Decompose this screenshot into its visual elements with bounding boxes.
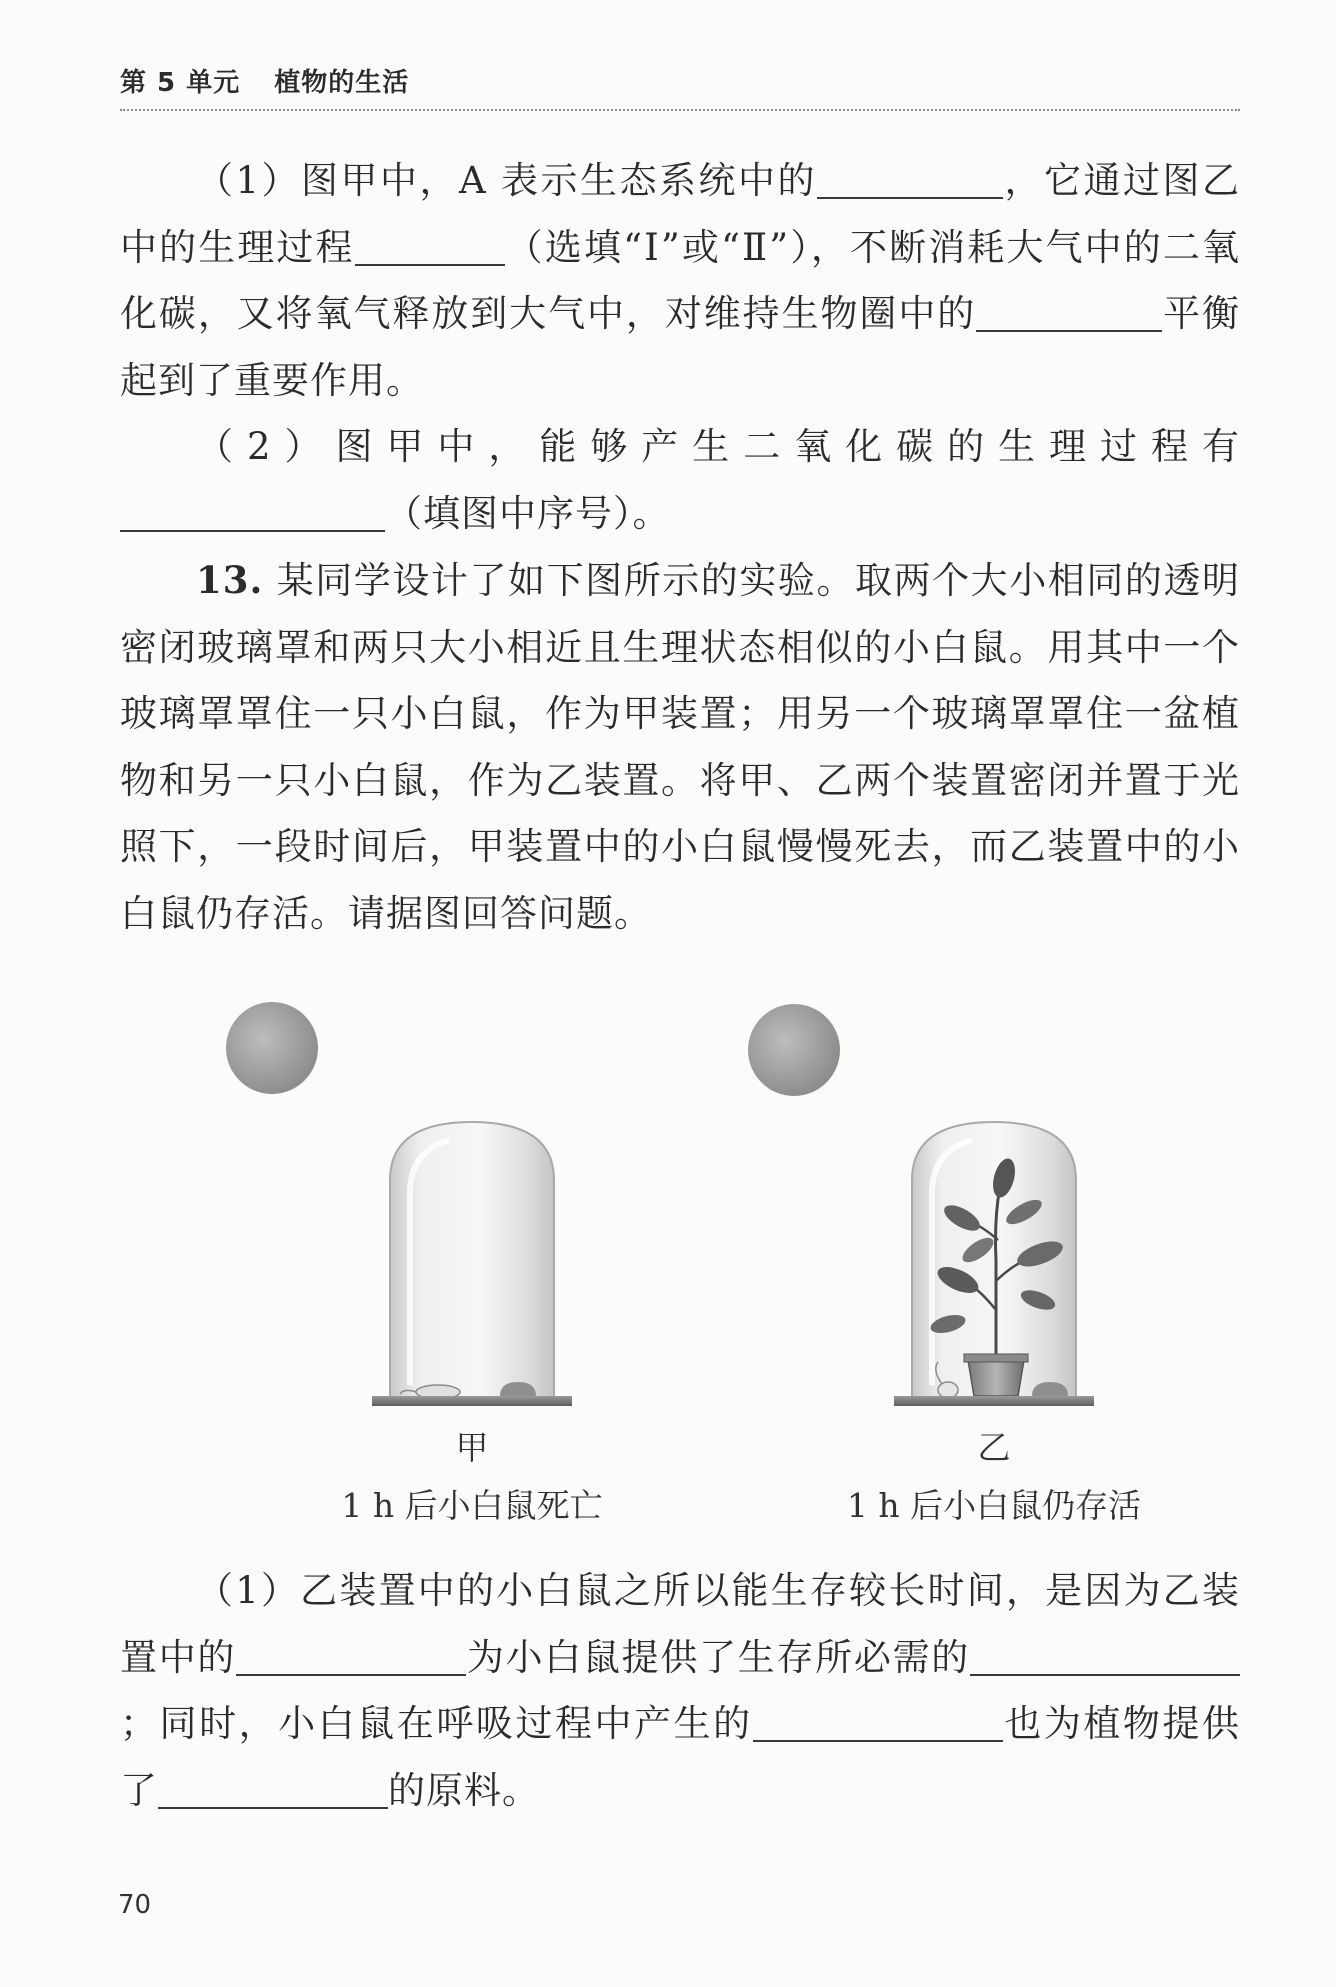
q13-text: 某同学设计了如下图所示的实验。取两个大小相同的透明密闭玻璃罩和两只大小相近且生理状态相似的小白鼠。用其中一个玻璃罩罩住一只小白鼠，作为甲装置；用另一个玻璃罩罩住一盆植物和另一只小白鼠，作为乙装置。将甲、乙两个装置密闭并置于光照下，一段时间后，甲装置中的小白鼠慢慢死去，而乙装置中的小白鼠仍存活。请据图回答问题。 — [120, 559, 1241, 935]
jar-base — [372, 1396, 572, 1406]
q13-1-text-c: ；同时，小白鼠在呼吸过程中产生的 — [120, 1702, 753, 1745]
q13-1-text-d: 也为植物提供了 — [120, 1702, 1241, 1812]
mouse-icon — [938, 1382, 958, 1398]
answer-blank[interactable] — [753, 1700, 1003, 1742]
question-13-subquestions — [120, 1558, 1240, 1824]
q12-2-text-b: （填图中序号）。 — [385, 491, 671, 535]
q12-1-text-a: （1）图甲中，A 表示生态系统中的 — [196, 159, 817, 202]
figure-label-left: 甲 — [455, 1428, 489, 1467]
q12-2-text-a: （2）图甲中，能够产生二氧化碳的生理过程有 — [196, 425, 1240, 468]
answer-blank[interactable] — [120, 490, 385, 532]
page-number: 70 — [118, 1890, 152, 1920]
bell-jar-right-icon — [894, 1122, 1094, 1406]
figure-caption-right: 1 h 后小白鼠仍存活 — [846, 1486, 1142, 1525]
q13-1-text-e: 的原料。 — [388, 1768, 540, 1812]
sun-right-icon — [748, 1004, 840, 1096]
q12-subquestion-1 — [120, 148, 1240, 414]
question-12-part — [120, 148, 1240, 947]
q13-subquestion-1 — [120, 1558, 1240, 1824]
unit-title: 植物的生活 — [274, 68, 410, 98]
figure-label-right: 乙 — [977, 1428, 1011, 1467]
answer-blank[interactable] — [236, 1634, 466, 1676]
answer-blank[interactable] — [970, 1634, 1240, 1676]
bell-jar-left-icon — [372, 1122, 572, 1406]
experiment-figure — [120, 990, 1240, 1550]
sun-left-icon — [226, 1002, 318, 1094]
q12-1-text-b: ，它通过图乙中的生理过程 — [120, 159, 1240, 269]
q12-1-text-c: （选填“Ⅰ”或“Ⅱ”），不断消耗大气中的二氧化碳，又将氧气释放到大气中，对维持生物圈中的 — [120, 225, 1240, 335]
answer-blank[interactable] — [976, 290, 1162, 332]
q12-1-text-d: 平衡起到了重要作用。 — [120, 292, 1241, 402]
q13-1-text-a: （1）乙装置中的小白鼠之所以能生存较长时间，是因为乙装置中的 — [120, 1569, 1240, 1679]
running-header — [120, 62, 1240, 111]
answer-blank[interactable] — [817, 157, 1003, 199]
unit-number: 第 5 单元 — [120, 68, 241, 98]
answer-blank[interactable] — [355, 224, 505, 266]
q13-1-text-b: 为小白鼠提供了生存所必需的 — [466, 1635, 971, 1679]
jar-base — [894, 1396, 1094, 1406]
figure-caption-left: 1 h 后小白鼠死亡 — [341, 1486, 603, 1525]
question-number: 13. — [196, 558, 264, 602]
answer-blank[interactable] — [158, 1767, 388, 1809]
q13-stem — [120, 547, 1240, 947]
q12-subquestion-2 — [120, 414, 1240, 547]
